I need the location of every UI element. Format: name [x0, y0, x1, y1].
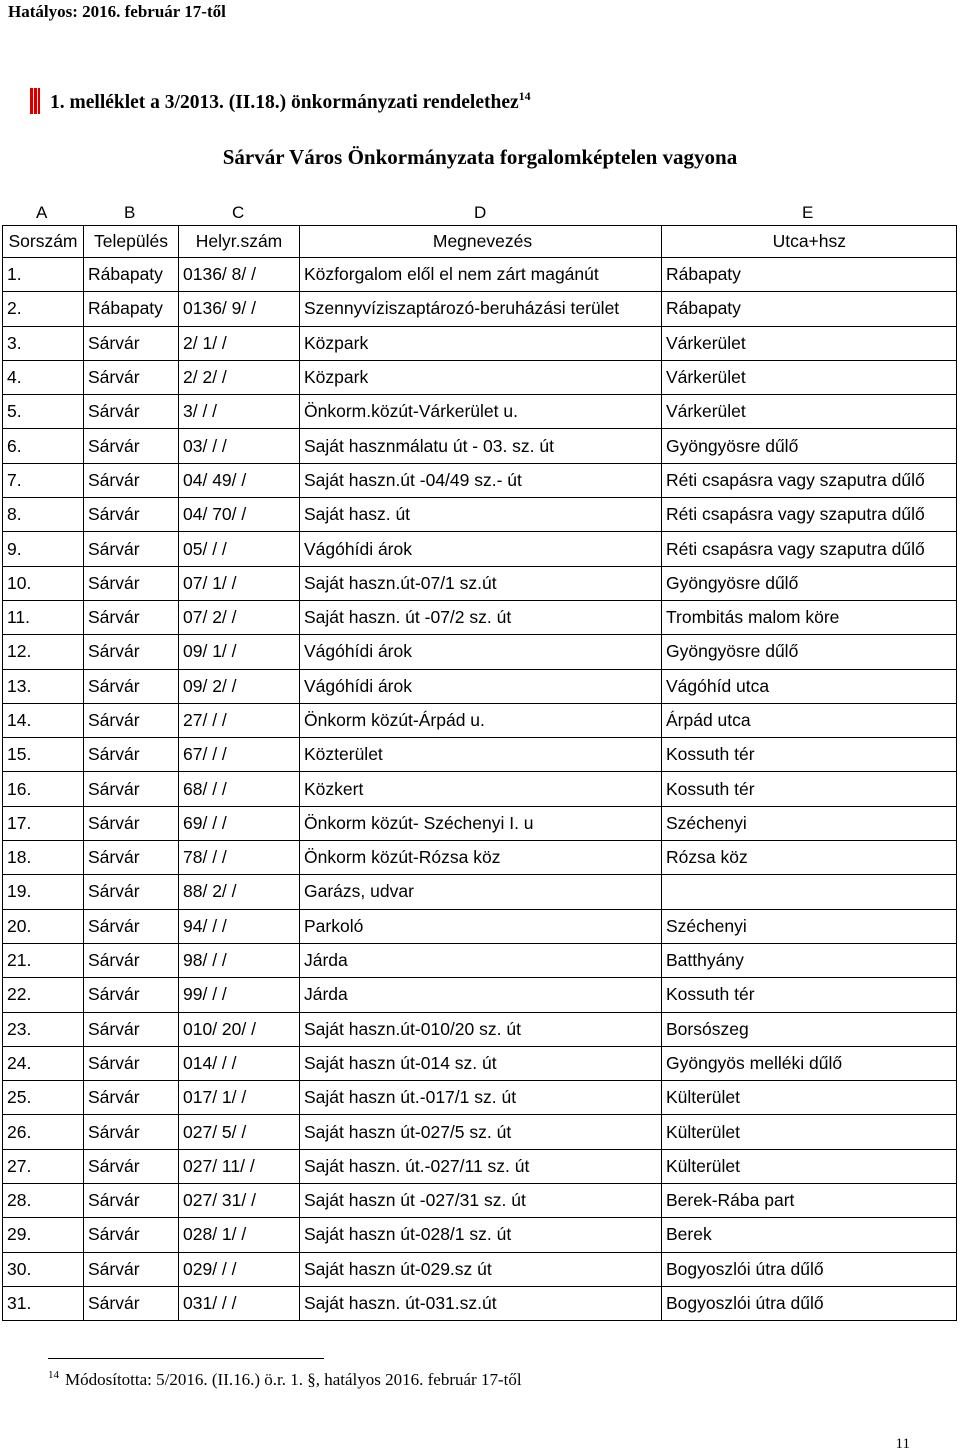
cell-sorszam: 10. — [3, 566, 84, 600]
cell-sorszam: 11. — [3, 600, 84, 634]
table-row — [3, 1012, 957, 1046]
cell-helyrajzi-szam: 99/ / / — [179, 978, 300, 1012]
cell-megnevezes: Saját haszn út-029.sz út — [300, 1252, 662, 1286]
cell-helyrajzi-szam: 0136/ 8/ / — [179, 258, 300, 292]
cell-telepules: Sárvár — [84, 841, 179, 875]
cell-sorszam: 4. — [3, 360, 84, 394]
cell-helyrajzi-szam: 27/ / / — [179, 703, 300, 737]
cell-utca-hsz: Külterület — [662, 1081, 957, 1115]
cell-telepules: Sárvár — [84, 978, 179, 1012]
cell-telepules: Sárvár — [84, 566, 179, 600]
cell-telepules: Sárvár — [84, 600, 179, 634]
cell-telepules: Sárvár — [84, 1149, 179, 1183]
cell-sorszam: 1. — [3, 258, 84, 292]
table-row — [3, 875, 957, 909]
cell-megnevezes: Önkorm közút-Árpád u. — [300, 703, 662, 737]
cell-megnevezes: Saját haszn. út-031.sz.út — [300, 1286, 662, 1320]
cell-sorszam: 6. — [3, 429, 84, 463]
cell-utca-hsz: Berek — [662, 1218, 957, 1252]
cell-telepules: Sárvár — [84, 1218, 179, 1252]
cell-telepules: Sárvár — [84, 669, 179, 703]
cell-sorszam: 9. — [3, 532, 84, 566]
table-row — [3, 703, 957, 737]
column-letter-d: D — [474, 203, 487, 222]
cell-megnevezes: Vágóhídi árok — [300, 635, 662, 669]
footnote-separator — [48, 1358, 324, 1359]
cell-sorszam: 28. — [3, 1184, 84, 1218]
cell-helyrajzi-szam: 98/ / / — [179, 943, 300, 977]
cell-utca-hsz — [662, 875, 957, 909]
header-helyrajzi-szam: Helyr.szám — [179, 226, 300, 258]
cell-helyrajzi-szam: 027/ 5/ / — [179, 1115, 300, 1149]
footnote-number: 14 — [48, 1369, 59, 1381]
cell-helyrajzi-szam: 78/ / / — [179, 841, 300, 875]
table-row — [3, 943, 957, 977]
table-row — [3, 738, 957, 772]
cell-telepules: Sárvár — [84, 875, 179, 909]
annex-title-text: 1. melléklet a 3/2013. (II.18.) önkormányzati rendelethez — [50, 92, 519, 113]
cell-utca-hsz: Borsószeg — [662, 1012, 957, 1046]
table-row — [3, 258, 957, 292]
cell-telepules: Sárvár — [84, 772, 179, 806]
cell-sorszam: 14. — [3, 703, 84, 737]
cell-telepules: Sárvár — [84, 498, 179, 532]
cell-sorszam: 12. — [3, 635, 84, 669]
cell-utca-hsz: Bogyoszlói útra dűlő — [662, 1286, 957, 1320]
cell-utca-hsz: Várkerület — [662, 360, 957, 394]
cell-megnevezes: Saját haszn út.-017/1 sz. út — [300, 1081, 662, 1115]
annex-title — [30, 88, 531, 114]
cell-helyrajzi-szam: 09/ 2/ / — [179, 669, 300, 703]
table-body — [3, 258, 957, 1321]
cell-megnevezes: Saját hasz. út — [300, 498, 662, 532]
cell-utca-hsz: Széchenyi — [662, 806, 957, 840]
cell-utca-hsz: Gyöngyösre dűlő — [662, 635, 957, 669]
table-row — [3, 429, 957, 463]
cell-megnevezes: Járda — [300, 978, 662, 1012]
column-letter-b: B — [124, 203, 136, 222]
cell-sorszam: 17. — [3, 806, 84, 840]
table-row — [3, 635, 957, 669]
property-table — [2, 225, 957, 1321]
cell-telepules: Sárvár — [84, 1012, 179, 1046]
header-sorszam: Sorszám — [3, 226, 84, 258]
cell-helyrajzi-szam: 68/ / / — [179, 772, 300, 806]
cell-helyrajzi-szam: 028/ 1/ / — [179, 1218, 300, 1252]
cell-utca-hsz: Berek-Rába part — [662, 1184, 957, 1218]
cell-sorszam: 26. — [3, 1115, 84, 1149]
cell-utca-hsz: Batthyány — [662, 943, 957, 977]
cell-sorszam: 19. — [3, 875, 84, 909]
cell-sorszam: 8. — [3, 498, 84, 532]
table-row — [3, 1184, 957, 1218]
cell-helyrajzi-szam: 69/ / / — [179, 806, 300, 840]
cell-utca-hsz: Bogyoszlói útra dűlő — [662, 1252, 957, 1286]
cell-telepules: Sárvár — [84, 360, 179, 394]
cell-megnevezes: Közterület — [300, 738, 662, 772]
table-row — [3, 292, 957, 326]
cell-helyrajzi-szam: 88/ 2/ / — [179, 875, 300, 909]
cell-telepules: Sárvár — [84, 738, 179, 772]
cell-sorszam: 5. — [3, 395, 84, 429]
table-row — [3, 395, 957, 429]
cell-utca-hsz: Réti csapásra vagy szaputra dűlő — [662, 532, 957, 566]
cell-utca-hsz: Kossuth tér — [662, 772, 957, 806]
cell-utca-hsz: Rábapaty — [662, 292, 957, 326]
cell-sorszam: 25. — [3, 1081, 84, 1115]
cell-megnevezes: Saját haszn.út-010/20 sz. út — [300, 1012, 662, 1046]
cell-megnevezes: Saját haszn út -027/31 sz. út — [300, 1184, 662, 1218]
cell-utca-hsz: Külterület — [662, 1115, 957, 1149]
column-letter-a: A — [36, 203, 48, 222]
cell-helyrajzi-szam: 03/ / / — [179, 429, 300, 463]
table-row — [3, 498, 957, 532]
cell-telepules: Sárvár — [84, 1286, 179, 1320]
cell-utca-hsz: Várkerület — [662, 326, 957, 360]
cell-helyrajzi-szam: 017/ 1/ / — [179, 1081, 300, 1115]
cell-helyrajzi-szam: 07/ 1/ / — [179, 566, 300, 600]
table-row — [3, 978, 957, 1012]
cell-utca-hsz: Gyöngyösre dűlő — [662, 429, 957, 463]
cell-sorszam: 24. — [3, 1046, 84, 1080]
cell-telepules: Rábapaty — [84, 258, 179, 292]
cell-telepules: Sárvár — [84, 326, 179, 360]
cell-sorszam: 7. — [3, 463, 84, 497]
table-row — [3, 360, 957, 394]
table-row — [3, 909, 957, 943]
cell-megnevezes: Önkorm közút-Rózsa köz — [300, 841, 662, 875]
table-row — [3, 532, 957, 566]
cell-helyrajzi-szam: 3/ / / — [179, 395, 300, 429]
cell-utca-hsz: Trombitás malom köre — [662, 600, 957, 634]
cell-telepules: Sárvár — [84, 429, 179, 463]
cell-helyrajzi-szam: 031/ / / — [179, 1286, 300, 1320]
cell-helyrajzi-szam: 029/ / / — [179, 1252, 300, 1286]
cell-utca-hsz: Árpád utca — [662, 703, 957, 737]
cell-telepules: Sárvár — [84, 1115, 179, 1149]
cell-utca-hsz: Réti csapásra vagy szaputra dűlő — [662, 498, 957, 532]
cell-megnevezes: Saját haszn. út -07/2 sz. út — [300, 600, 662, 634]
cell-telepules: Sárvár — [84, 463, 179, 497]
cell-megnevezes: Járda — [300, 943, 662, 977]
cell-sorszam: 13. — [3, 669, 84, 703]
cell-sorszam: 18. — [3, 841, 84, 875]
table-row — [3, 841, 957, 875]
table-header-row — [3, 226, 957, 258]
cell-utca-hsz: Rábapaty — [662, 258, 957, 292]
cell-sorszam: 22. — [3, 978, 84, 1012]
cell-helyrajzi-szam: 09/ 1/ / — [179, 635, 300, 669]
cell-sorszam: 2. — [3, 292, 84, 326]
cell-megnevezes: Saját hasznmálatu út - 03. sz. út — [300, 429, 662, 463]
cell-helyrajzi-szam: 07/ 2/ / — [179, 600, 300, 634]
document-title: Sárvár Város Önkormányzata forgalomképtelen vagyona — [222, 145, 738, 169]
cell-helyrajzi-szam: 05/ / / — [179, 532, 300, 566]
cell-megnevezes: Saját haszn.út -04/49 sz.- út — [300, 463, 662, 497]
table-row — [3, 1115, 957, 1149]
cell-sorszam: 29. — [3, 1218, 84, 1252]
cell-helyrajzi-szam: 2/ 1/ / — [179, 326, 300, 360]
cell-sorszam: 23. — [3, 1012, 84, 1046]
column-letter-c: C — [232, 203, 245, 222]
cell-helyrajzi-szam: 027/ 31/ / — [179, 1184, 300, 1218]
column-letter-e: E — [802, 203, 814, 222]
cell-helyrajzi-szam: 014/ / / — [179, 1046, 300, 1080]
effective-date-header: Hatályos: 2016. február 17-től — [8, 2, 226, 21]
cell-megnevezes: Vágóhídi árok — [300, 532, 662, 566]
cell-megnevezes: Önkorm.közút-Várkerület u. — [300, 395, 662, 429]
cell-utca-hsz: Rózsa köz — [662, 841, 957, 875]
cell-helyrajzi-szam: 04/ 49/ / — [179, 463, 300, 497]
table-row — [3, 1149, 957, 1183]
table-row — [3, 1286, 957, 1320]
table-row — [3, 1081, 957, 1115]
table-row — [3, 1218, 957, 1252]
cell-megnevezes: Önkorm közút- Széchenyi I. u — [300, 806, 662, 840]
cell-megnevezes: Közpark — [300, 326, 662, 360]
footnote — [48, 1369, 522, 1390]
table-row — [3, 566, 957, 600]
cell-sorszam: 27. — [3, 1149, 84, 1183]
cell-utca-hsz: Külterület — [662, 1149, 957, 1183]
cell-sorszam: 3. — [3, 326, 84, 360]
cell-helyrajzi-szam: 04/ 70/ / — [179, 498, 300, 532]
table-row — [3, 1252, 957, 1286]
cell-megnevezes: Közforgalom elől el nem zárt magánút — [300, 258, 662, 292]
cell-telepules: Sárvár — [84, 532, 179, 566]
cell-utca-hsz: Gyöngyösre dűlő — [662, 566, 957, 600]
cell-sorszam: 16. — [3, 772, 84, 806]
cell-sorszam: 15. — [3, 738, 84, 772]
cell-sorszam: 30. — [3, 1252, 84, 1286]
table-row — [3, 463, 957, 497]
cell-sorszam: 31. — [3, 1286, 84, 1320]
cell-telepules: Sárvár — [84, 943, 179, 977]
table-row — [3, 806, 957, 840]
cell-megnevezes: Saját haszn. út.-027/11 sz. út — [300, 1149, 662, 1183]
cell-megnevezes: Parkoló — [300, 909, 662, 943]
cell-megnevezes: Garázs, udvar — [300, 875, 662, 909]
cell-telepules: Rábapaty — [84, 292, 179, 326]
cell-telepules: Sárvár — [84, 1184, 179, 1218]
cell-helyrajzi-szam: 2/ 2/ / — [179, 360, 300, 394]
cell-utca-hsz: Réti csapásra vagy szaputra dűlő — [662, 463, 957, 497]
cell-megnevezes: Saját haszn út-028/1 sz. út — [300, 1218, 662, 1252]
cell-telepules: Sárvár — [84, 703, 179, 737]
page-number: 11 — [895, 1436, 910, 1452]
cell-megnevezes: Szennyvíziszaptározó-beruházási terület — [300, 292, 662, 326]
cell-megnevezes: Saját haszn út-027/5 sz. út — [300, 1115, 662, 1149]
cell-utca-hsz: Kossuth tér — [662, 978, 957, 1012]
cell-utca-hsz: Vágóhíd utca — [662, 669, 957, 703]
cell-telepules: Sárvár — [84, 1252, 179, 1286]
cell-telepules: Sárvár — [84, 1081, 179, 1115]
column-letters — [0, 203, 960, 223]
cell-helyrajzi-szam: 0136/ 9/ / — [179, 292, 300, 326]
header-megnevezes: Megnevezés — [300, 226, 662, 258]
cell-sorszam: 21. — [3, 943, 84, 977]
cell-megnevezes: Közkert — [300, 772, 662, 806]
cell-megnevezes: Vágóhídi árok — [300, 669, 662, 703]
header-utca-hsz: Utca+hsz — [662, 226, 957, 258]
cell-megnevezes: Saját haszn.út-07/1 sz.út — [300, 566, 662, 600]
cell-telepules: Sárvár — [84, 806, 179, 840]
cell-sorszam: 20. — [3, 909, 84, 943]
table-row — [3, 669, 957, 703]
cell-helyrajzi-szam: 94/ / / — [179, 909, 300, 943]
table-row — [3, 326, 957, 360]
cell-telepules: Sárvár — [84, 635, 179, 669]
cell-helyrajzi-szam: 027/ 11/ / — [179, 1149, 300, 1183]
footnote-text: Módosította: 5/2016. (II.16.) ö.r. 1. §, hatályos 2016. február 17-től — [65, 1370, 522, 1389]
change-marker-icon — [30, 88, 40, 114]
cell-helyrajzi-szam: 010/ 20/ / — [179, 1012, 300, 1046]
cell-helyrajzi-szam: 67/ / / — [179, 738, 300, 772]
cell-utca-hsz: Gyöngyös melléki dűlő — [662, 1046, 957, 1080]
cell-telepules: Sárvár — [84, 395, 179, 429]
cell-utca-hsz: Kossuth tér — [662, 738, 957, 772]
cell-megnevezes: Saját haszn út-014 sz. út — [300, 1046, 662, 1080]
table-row — [3, 1046, 957, 1080]
cell-utca-hsz: Várkerület — [662, 395, 957, 429]
footnote-ref[interactable]: 14 — [518, 89, 531, 103]
cell-utca-hsz: Széchenyi — [662, 909, 957, 943]
table-row — [3, 600, 957, 634]
header-telepules: Település — [84, 226, 179, 258]
cell-telepules: Sárvár — [84, 909, 179, 943]
cell-megnevezes: Közpark — [300, 360, 662, 394]
table-row — [3, 772, 957, 806]
cell-telepules: Sárvár — [84, 1046, 179, 1080]
